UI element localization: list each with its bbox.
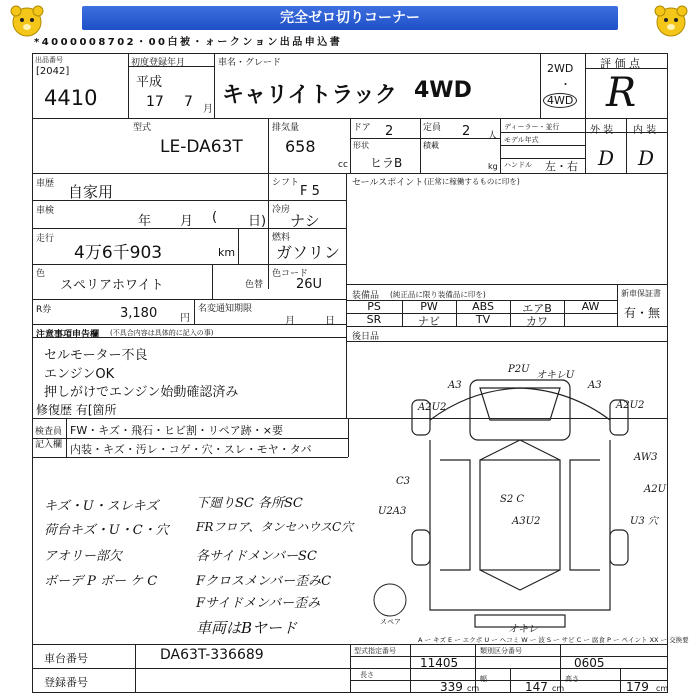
recycle-label: R券 bbox=[36, 305, 52, 315]
drive-option-2wd: 2WD bbox=[547, 62, 574, 75]
chassis-value: DA63T-336689 bbox=[160, 647, 264, 663]
hand-right-5: Fサイドメンバー歪み bbox=[196, 596, 321, 611]
registration-label: 初度登録年月 bbox=[131, 58, 186, 68]
type-value: LE-DA63T bbox=[160, 137, 243, 157]
diagram-mark-12: A2U bbox=[644, 484, 667, 495]
warranty-value: 有・無 bbox=[624, 306, 661, 320]
checks-label2: 記入欄 bbox=[35, 440, 63, 450]
recycle-value: 3,180 bbox=[120, 306, 158, 321]
chassis-label: 車台番号 bbox=[44, 652, 88, 665]
handle-value: 左・右 bbox=[545, 160, 578, 173]
recycle-unit: 円 bbox=[180, 313, 190, 324]
color-change-label: 色替 bbox=[245, 280, 264, 290]
sales-points-label: セールスポイント bbox=[352, 178, 424, 188]
exterior-label: 外 装 bbox=[590, 125, 614, 136]
load-label: 積載 bbox=[423, 141, 439, 150]
diagram-mark-10: S2 C bbox=[500, 494, 525, 505]
deadline-month: 月 bbox=[285, 316, 295, 327]
hand-right-1: 下廻りSC 各所SC bbox=[196, 496, 303, 511]
type-approval-value: 11405 bbox=[420, 656, 459, 670]
length-unit: cm bbox=[467, 684, 480, 693]
shift-label: シフト bbox=[272, 178, 300, 188]
width-value: 147 bbox=[525, 680, 548, 694]
color-code-label: 色コード bbox=[272, 269, 309, 279]
hand-left-4: ボーデ P ボー ケ C bbox=[44, 574, 158, 589]
capacity-unit: 人 bbox=[488, 131, 498, 141]
dealer-label: ディーラー・並行 bbox=[504, 123, 560, 131]
equip-ps: PS bbox=[367, 300, 381, 313]
capacity-label: 定員 bbox=[423, 123, 442, 133]
color-code-value: 26U bbox=[296, 277, 323, 292]
capacity-value: 2 bbox=[462, 124, 471, 139]
lot-number: 4410 bbox=[44, 86, 98, 110]
aftermarket-label: 後日品 bbox=[352, 332, 380, 342]
type-label: 型式 bbox=[133, 123, 152, 133]
drive-option-dash: ・ bbox=[560, 78, 571, 91]
inspection-month: 月 bbox=[180, 214, 194, 229]
equip-abs: ABS bbox=[472, 300, 494, 313]
doors-label: ドア bbox=[353, 123, 371, 133]
reg-number-label: 登録番号 bbox=[44, 676, 88, 689]
hand-right-6: 車両はBヤード bbox=[196, 619, 298, 637]
hand-left-3: アオリー部欠 bbox=[44, 549, 122, 564]
equip-airbag: エアB bbox=[522, 302, 552, 315]
category-label: 類別区分番号 bbox=[480, 647, 522, 655]
grade-value: R bbox=[606, 70, 637, 116]
width-unit: cm bbox=[552, 684, 565, 693]
length-value: 339 bbox=[440, 680, 463, 694]
mileage-label: 走行 bbox=[36, 234, 55, 244]
model-name-label: 車名・グレード bbox=[218, 58, 282, 68]
checks-row1: FW・キズ・飛石・ヒビ割・リペア跡・×要 bbox=[70, 424, 283, 437]
interior-label: 内 装 bbox=[633, 125, 657, 136]
deadline-day: 日 bbox=[325, 316, 335, 327]
displacement-unit: cc bbox=[338, 160, 348, 170]
hand-left-2: 荷台キズ・U・C・穴 bbox=[44, 523, 169, 538]
handle-label: ハンドル bbox=[504, 161, 532, 169]
interior-value: D bbox=[638, 146, 655, 170]
diagram-mark-9: U2A3 bbox=[378, 506, 407, 517]
registration-year: 17 bbox=[146, 94, 164, 110]
mileage-value: 4万6千903 bbox=[74, 243, 163, 263]
inspection-label: 車検 bbox=[36, 206, 55, 216]
diagram-mark-14: オキレ bbox=[508, 624, 538, 635]
diagram-mark-1: P2U bbox=[508, 364, 530, 375]
equip-pw: PW bbox=[420, 300, 438, 313]
notes-line1: セルモーター不良 bbox=[44, 348, 148, 363]
header-strip: * 4 0 0 0 0 0 8 7 0 2 ・ 0 0 白 被 ・ ォ ー ク ン ョ ン 出 品 申 込 書 bbox=[34, 37, 340, 48]
fuel-value: ガソリン bbox=[276, 243, 341, 262]
hand-right-4: Fクロスメンバー歪みC bbox=[196, 574, 332, 589]
hand-right-2: FRフロア、タンセハウスC穴 bbox=[196, 520, 354, 534]
mileage-unit: km bbox=[218, 246, 236, 259]
load-unit: kg bbox=[488, 162, 498, 171]
diagram-mark-6: A2U2 bbox=[418, 402, 447, 413]
diagram-mark-5: A2U2 bbox=[616, 400, 645, 411]
body-shape-label: 形状 bbox=[353, 141, 369, 150]
diagram-mark-3: A3 bbox=[448, 380, 462, 391]
width-label: 幅 bbox=[480, 675, 487, 683]
type-approval-label: 型式指定番号 bbox=[354, 647, 396, 655]
diagram-mark-7: AW3 bbox=[634, 452, 658, 463]
color-label: 色 bbox=[36, 269, 46, 279]
lot-bracket: [2042] bbox=[36, 66, 70, 77]
category-value: 0605 bbox=[574, 656, 605, 670]
notes-line3: 押しがけでエンジン始動確認済み bbox=[44, 385, 239, 400]
mascot-bear-right-icon bbox=[650, 3, 692, 39]
diagram-mark-13: U3 穴 bbox=[630, 516, 658, 527]
notes-small: (不具合内容は具体的に記入の事) bbox=[110, 329, 214, 337]
equip-sr: SR bbox=[366, 313, 382, 326]
doors-value: 2 bbox=[385, 124, 394, 139]
hand-left-1: キズ・U・スレキズ bbox=[44, 499, 159, 514]
spare-label: スペア bbox=[380, 618, 401, 626]
usage-value: 自家用 bbox=[68, 183, 114, 201]
height-value: 179 bbox=[626, 680, 649, 694]
equip-leather: カワ bbox=[526, 315, 548, 328]
length-label: 長さ bbox=[360, 671, 374, 679]
height-label: 高さ bbox=[565, 675, 579, 683]
inspection-day-open: ( bbox=[212, 210, 218, 225]
model-name-drive: 4WD bbox=[414, 78, 472, 103]
equipment-label: 装備品 bbox=[352, 291, 380, 301]
diagram-mark-8: C3 bbox=[396, 476, 411, 487]
color-value: スペリアホワイト bbox=[60, 278, 164, 293]
diagram-mark-4: A3 bbox=[588, 380, 602, 391]
model-year-label: モデル年式 bbox=[504, 136, 539, 144]
equip-navi: ナビ bbox=[418, 315, 440, 328]
equip-aw: AW bbox=[581, 300, 600, 313]
diagram-mark-11: A3U2 bbox=[512, 516, 541, 527]
fuel-label: 燃料 bbox=[272, 233, 291, 243]
displacement-label: 排気量 bbox=[272, 123, 300, 133]
equip-tv: TV bbox=[475, 313, 491, 326]
model-name-value: キャリイトラック bbox=[222, 83, 397, 108]
checks-row2: 内装・キズ・汚レ・コゲ・穴・スレ・モヤ・タバ bbox=[70, 443, 312, 456]
registration-month-unit: 月 bbox=[203, 104, 213, 115]
sales-points-note: (正常に稼働するものに印を) bbox=[424, 177, 520, 186]
notes-label: 注意事項申告欄 bbox=[36, 330, 100, 340]
registration-era: 平成 bbox=[136, 75, 163, 90]
ac-label: 冷房 bbox=[272, 205, 291, 215]
new-warranty-label: 新車保証書 bbox=[621, 289, 661, 298]
shift-value: F 5 bbox=[300, 184, 320, 199]
exterior-value: D bbox=[598, 146, 615, 170]
equipment-note: (純正品に限り装備品に印を) bbox=[390, 290, 486, 299]
diagram-legend: A ー キズ E ー エクボ U ー ヘコミ W ー 波 S ー サビ C ー 腐食 P ー ペイント XX ー 交換要 bbox=[418, 636, 689, 644]
ac-value: ナシ bbox=[290, 212, 320, 230]
height-unit: cm bbox=[656, 684, 669, 693]
registration-month: 7 bbox=[184, 94, 193, 110]
checks-label1: 検査員 bbox=[35, 427, 63, 437]
banner-title: 完全ゼロ切りコーナー bbox=[82, 6, 618, 30]
deadline-label: 名変通知期限 bbox=[198, 304, 253, 314]
lot-small-label: 出品番号 bbox=[35, 56, 63, 64]
grade-label: 評 価 点 bbox=[600, 57, 640, 70]
hand-right-3: 各サイドメンバーSC bbox=[196, 549, 317, 564]
displacement-value: 658 bbox=[285, 137, 316, 156]
inspection-day: 日) bbox=[248, 214, 267, 229]
notes-line2: エンジンOK bbox=[44, 367, 115, 382]
body-shape-value: ヒラB bbox=[370, 156, 403, 170]
drive-option-4wd: 4WD bbox=[543, 93, 577, 108]
diagram-mark-2: オキレU bbox=[536, 370, 575, 381]
inspection-year: 年 bbox=[138, 214, 152, 229]
usage-label: 車歴 bbox=[36, 179, 55, 189]
notes-repair: 修復歴 有[箇所 bbox=[36, 403, 117, 417]
